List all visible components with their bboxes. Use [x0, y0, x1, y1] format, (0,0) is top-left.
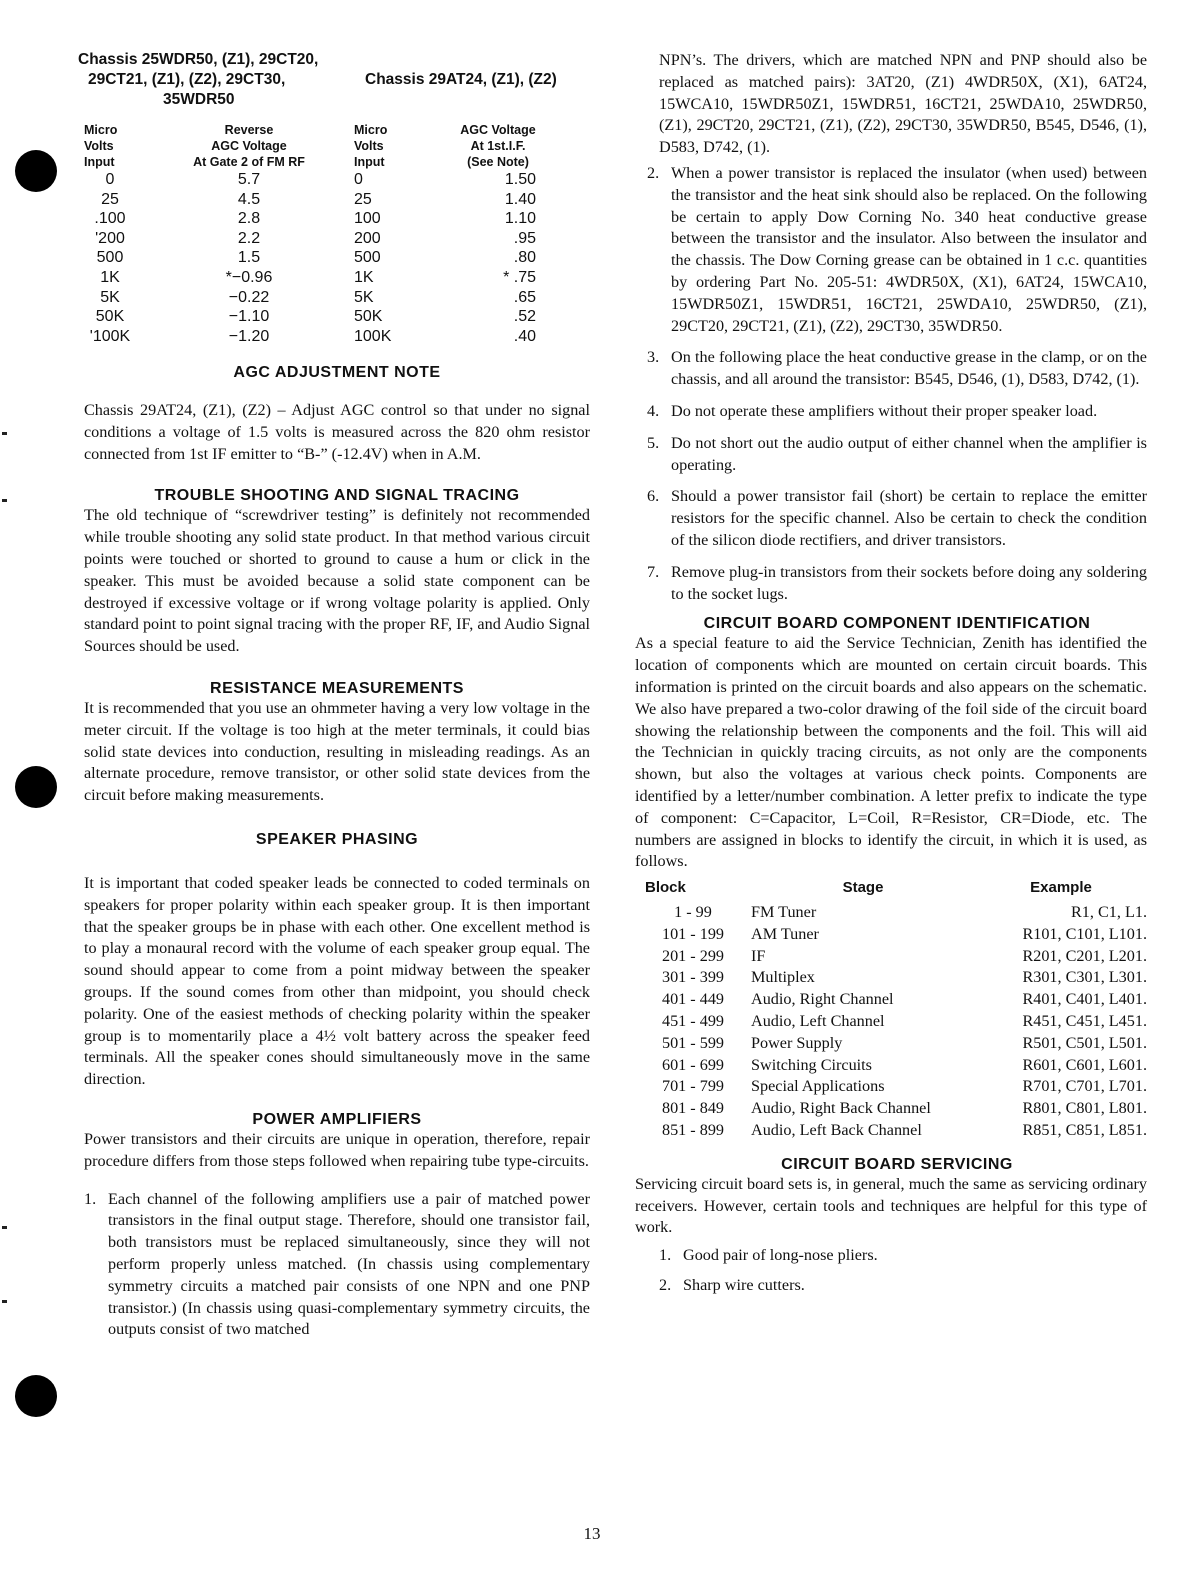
table-cell: IF — [751, 946, 766, 965]
list-item: 4. Do not operate these amplifiers without their proper speaker load. — [647, 401, 1098, 420]
margin-mark — [2, 432, 7, 435]
table-row — [84, 288, 560, 308]
list-item: 1. Good pair of long-nose pliers. — [659, 1246, 878, 1265]
table-cell: −1.20 — [228, 327, 270, 345]
table-cell: 50K — [95, 308, 125, 326]
table-cell: 50K — [354, 308, 383, 326]
table-row — [635, 1076, 1147, 1098]
table-cell: R301, C301, L301. — [1022, 968, 1147, 987]
table-cell: Multiplex — [751, 968, 815, 987]
table-cell: R201, C201, L201. — [1022, 946, 1147, 965]
table-cell: 601 - 699 — [661, 1055, 725, 1074]
table-cell: 0 — [354, 171, 363, 188]
table-row — [635, 1098, 1147, 1120]
table-cell: 5K — [100, 288, 120, 306]
table-cell: 401 - 449 — [661, 990, 725, 1009]
page-number: 13 — [583, 1524, 601, 1543]
table-cell: R501, C501, L501. — [1022, 1033, 1147, 1052]
table-cell: 1.5 — [237, 249, 261, 267]
table-cell: R801, C801, L801. — [1022, 1099, 1147, 1118]
list-item: 7. Remove plug-in transistors from their sockets before doing any soldering to the socket lugs. — [647, 562, 1147, 603]
table-cell: .65 — [513, 288, 536, 306]
table-cell: Audio, Right Back Channel — [751, 1099, 931, 1118]
table-cell: 5.7 — [237, 171, 261, 188]
table-cell: .40 — [513, 327, 536, 345]
table-cell: 25 — [354, 190, 372, 208]
list-item: 2. Sharp wire cutters. — [659, 1276, 805, 1295]
table-row — [84, 229, 560, 249]
table-cell: 1.50 — [504, 171, 536, 188]
agc-table — [84, 122, 560, 346]
table-cell: R101, C101, L101. — [1022, 924, 1147, 943]
table-cell: 500 — [354, 249, 381, 267]
agc-right-heading: Chassis 29AT24, (Z1), (Z2) — [365, 71, 557, 88]
power-title: POWER AMPLIFIERS — [252, 1110, 422, 1128]
right-column — [635, 50, 1147, 1297]
table-cell: R701, C701, L701. — [1022, 1077, 1147, 1096]
table-cell: .80 — [513, 249, 536, 267]
table-row — [84, 190, 560, 210]
servicing-text: Servicing circuit board sets is, in general, much the same as servicing ordinary receivers. However, certain tools and techniques are helpful for this type of work. — [635, 1174, 1147, 1237]
table-row — [635, 902, 1147, 924]
power-list — [647, 163, 1147, 605]
table-cell: Switching Circuits — [751, 1055, 872, 1074]
agc-table-block — [78, 50, 590, 350]
agc-column-header: Reverse AGC Voltage At Gate 2 of FM RF — [193, 123, 305, 169]
table-cell: −0.22 — [228, 288, 270, 306]
table-row — [635, 967, 1147, 989]
binder-hole — [15, 1375, 57, 1417]
phasing-title: SPEAKER PHASING — [255, 830, 419, 848]
table-cell: R451, C451, L451. — [1022, 1012, 1147, 1031]
table-cell: R1, C1, L1. — [1071, 903, 1147, 922]
margin-mark — [2, 1300, 7, 1303]
trouble-text: The old technique of “screwdriver testing” is definitely not recommended while trouble shooting any solid state product. In that method various circuit points were touched or shorted to ground to cause a hum or click in the speaker. This must be avoided because a solid state component can be destroyed if excessive voltage or if wrong voltage polarity is applied. Only standard point to point signal tracing with the proper RF, IF, and Audio Signal Sources should be used. — [84, 506, 590, 656]
list-item: 3. On the following place the heat conductive grease in the clamp, or on the chassis, and all around the transistor: B545, D546, (1), D583, D742, (1). — [647, 348, 1147, 389]
list-item: 5. Do not short out the audio output of either channel when the amplifier is operating. — [647, 433, 1147, 474]
table-cell: −1.10 — [228, 308, 270, 326]
table-row — [635, 946, 1147, 968]
table-cell: .95 — [513, 229, 536, 247]
table-cell: 801 - 849 — [661, 1099, 725, 1118]
table-cell: Special Applications — [751, 1077, 885, 1096]
table-cell: 2.8 — [237, 210, 261, 228]
table-cell: 0 — [105, 171, 115, 188]
agc-column-header: Micro Volts Input — [84, 123, 118, 169]
block-column-header: Block — [645, 879, 686, 897]
agc-column-header: Micro Volts Input — [354, 123, 388, 169]
binder-hole — [15, 766, 57, 808]
table-cell: 500 — [96, 249, 124, 267]
block-table — [635, 879, 1147, 1142]
table-cell: * .75 — [503, 268, 536, 286]
list-item: 2. When a power transistor is replaced the insulator (when used) between the transistor and the heat sink should also be replaced. On the following be certain to apply Dow Corning No. 340 heat conductive grease between the transistor and the insulator. Also between the insulator and the chassis. The Dow Corning grease can be obtained in 1 c.c. quantities by ordering Part No. 205-51: 4WDR50X, (X1), 6AT24, 15WCA10, 15WDR50Z1, 15WDR51, 16CT21, 25WDA10, 25WDR50, (Z1), 29CT20, 29CT21, (Z1), (Z2), 29CT30, 35WDR50. — [647, 163, 1147, 335]
agc-left-heading: Chassis 25WDR50, (Z1), 29CT20, 29CT21, (Z1), (Z2), 29CT30, 35WDR50 — [78, 51, 319, 108]
resistance-title: RESISTANCE MEASUREMENTS — [210, 679, 464, 697]
table-cell: '100K — [89, 327, 131, 345]
table-row — [84, 268, 560, 288]
table-cell: '200 — [95, 229, 125, 247]
margin-mark — [2, 499, 7, 502]
table-row — [84, 248, 560, 268]
table-row — [84, 307, 560, 327]
table-cell: 1 - 99 — [674, 903, 712, 922]
list-item: 1. Each channel of the following amplifiers use a pair of matched power transistors in the final output stage. Therefore, should one transistor fail, both transistors must be replaced simultaneously, since they will not perform properly unless matched. (In chassis using complementary symmetry circuits a matched pair consists of one NPN and one PNP transistor.) (In chassis using quasi-complementary symmetry circuits, the outputs consist of two matched — [84, 1189, 590, 1339]
table-cell: R401, C401, L401. — [1022, 990, 1147, 1009]
table-row — [84, 209, 560, 229]
table-row — [84, 170, 560, 190]
table-row — [635, 1055, 1147, 1077]
margin-mark — [2, 1226, 7, 1229]
table-cell: R601, C601, L601. — [1022, 1055, 1147, 1074]
table-row — [635, 1120, 1147, 1142]
table-cell: 451 - 499 — [661, 1012, 725, 1031]
power-list-start — [84, 1189, 590, 1342]
table-cell: Audio, Right Channel — [751, 990, 894, 1009]
table-cell: 1.40 — [504, 190, 536, 208]
power-item1-continued: NPN’s. The drivers, which are matched NPN and PNP should also be replaced as matched pairs): 3AT20, (Z1) 4WDR50X, (X1), 6AT24, 15WCA10, 15WDR50Z1, 15WDR51, 16CT21, 25WDA10, 25WDR50, (Z1), 29CT20, 29CT21, (Z1), (Z2), 29CT30, 35WDR50, B545, D546, (1), D583, D742, (1). — [659, 51, 1147, 157]
table-cell: 1.10 — [504, 210, 536, 228]
table-cell: 701 - 799 — [661, 1077, 725, 1096]
table-cell: 100K — [354, 327, 392, 345]
table-cell: 301 - 399 — [661, 968, 725, 987]
component-id-title: CIRCUIT BOARD COMPONENT IDENTIFICATION — [703, 615, 1091, 633]
agc-note-text: Chassis 29AT24, (Z1), (Z2) – Adjust AGC control so that under no signal conditions a voltage of 1.5 volts is measured across the 820 ohm resistor connected from 1st IF emitter to “B-” (-12.4V) when in A.M. — [84, 401, 590, 463]
table-row — [635, 1033, 1147, 1055]
servicing-list — [659, 1245, 1147, 1297]
table-cell: *−0.96 — [225, 268, 273, 286]
resistance-text: It is recommended that you use an ohmmeter having a very low voltage in the meter circuit. If the voltage is too high at the meter terminals, it could bias solid state devices into conduction, resulting in misleading readings. As an alternate procedure, remove transistor, or other solid state devices from the circuit before making measurements. — [84, 698, 590, 805]
agc-column-header: AGC Voltage At 1st.I.F. (See Note) — [460, 123, 536, 169]
binder-hole — [15, 150, 57, 192]
table-cell: Power Supply — [751, 1033, 843, 1052]
table-cell: AM Tuner — [751, 924, 819, 943]
left-column — [78, 50, 590, 1341]
table-row — [84, 327, 560, 347]
table-cell: 25 — [101, 190, 119, 208]
table-row — [635, 924, 1147, 946]
trouble-title: TROUBLE SHOOTING AND SIGNAL TRACING — [154, 487, 520, 505]
table-cell: 2.2 — [237, 229, 261, 247]
table-cell: Audio, Left Channel — [751, 1012, 885, 1031]
table-cell: 100 — [354, 210, 381, 228]
list-item: 6. Should a power transistor fail (short) be certain to replace the emitter resistors for the specific channel. Also be certain to check the condition of the silicon diode rectifiers, and driver transistors. — [647, 487, 1147, 549]
table-cell: 5K — [354, 288, 374, 306]
block-column-header: Example — [1030, 879, 1092, 897]
phasing-text: It is important that coded speaker leads be connected to coded terminals on speakers for proper polarity within each speaker group. It is then important that the speaker groups be in phase with each other. One excellent method is to play a monaural record with the volume of each speaker group equal. The sound should appear to come from a point midway between the speaker groups. If the sound comes from other than midpoint, you should check polarity. One of the easiest methods of checking polarity within the speaker group is to momentarily place a 4½ volt battery across the speaker feed terminals. All the speaker cones should simultaneously move in the same direction. — [84, 873, 590, 1089]
table-cell: 101 - 199 — [661, 924, 725, 943]
table-cell: 201 - 299 — [661, 946, 725, 965]
table-cell: 501 - 599 — [661, 1033, 725, 1052]
power-text: Power transistors and their circuits are unique in operation, therefore, repair procedure differs from those steps followed when repairing tube type-circuits. — [84, 1129, 590, 1170]
block-column-header: Stage — [842, 879, 884, 897]
component-id-text: As a special feature to aid the Service Technician, Zenith has identified the location of components which are mounted on certain circuit boards. This information is printed on the circuit boards and also appears on the schematic. We also have prepared a two-color drawing of the foil side of the circuit board showing the relationship between the components and the foil. This will aid the Technician in quickly tracing circuits, as not only are the components shown, but also the voltages at various check points. Components are identified by a letter/number combination. A letter prefix to indicate the type of component: C=Capacitor, L=Coil, R=Resistor, CR=Diode, etc. The numbers are assigned in blocks to identify the circuit, in which it is used, as follows. — [635, 634, 1147, 871]
table-cell: FM Tuner — [751, 903, 817, 922]
table-cell: R851, C851, L851. — [1022, 1121, 1147, 1140]
table-row — [635, 989, 1147, 1011]
table-cell: 4.5 — [237, 190, 261, 208]
table-row — [635, 1011, 1147, 1033]
table-cell: 200 — [354, 229, 381, 247]
table-cell: .100 — [94, 210, 126, 228]
table-cell: .52 — [513, 308, 536, 326]
table-cell: 1K — [354, 268, 374, 286]
table-cell: Audio, Left Back Channel — [751, 1121, 922, 1140]
servicing-title: CIRCUIT BOARD SERVICING — [781, 1155, 1013, 1173]
agc-note-title: AGC ADJUSTMENT NOTE — [233, 364, 441, 381]
table-cell: 851 - 899 — [661, 1121, 725, 1140]
table-cell: 1K — [100, 268, 120, 286]
